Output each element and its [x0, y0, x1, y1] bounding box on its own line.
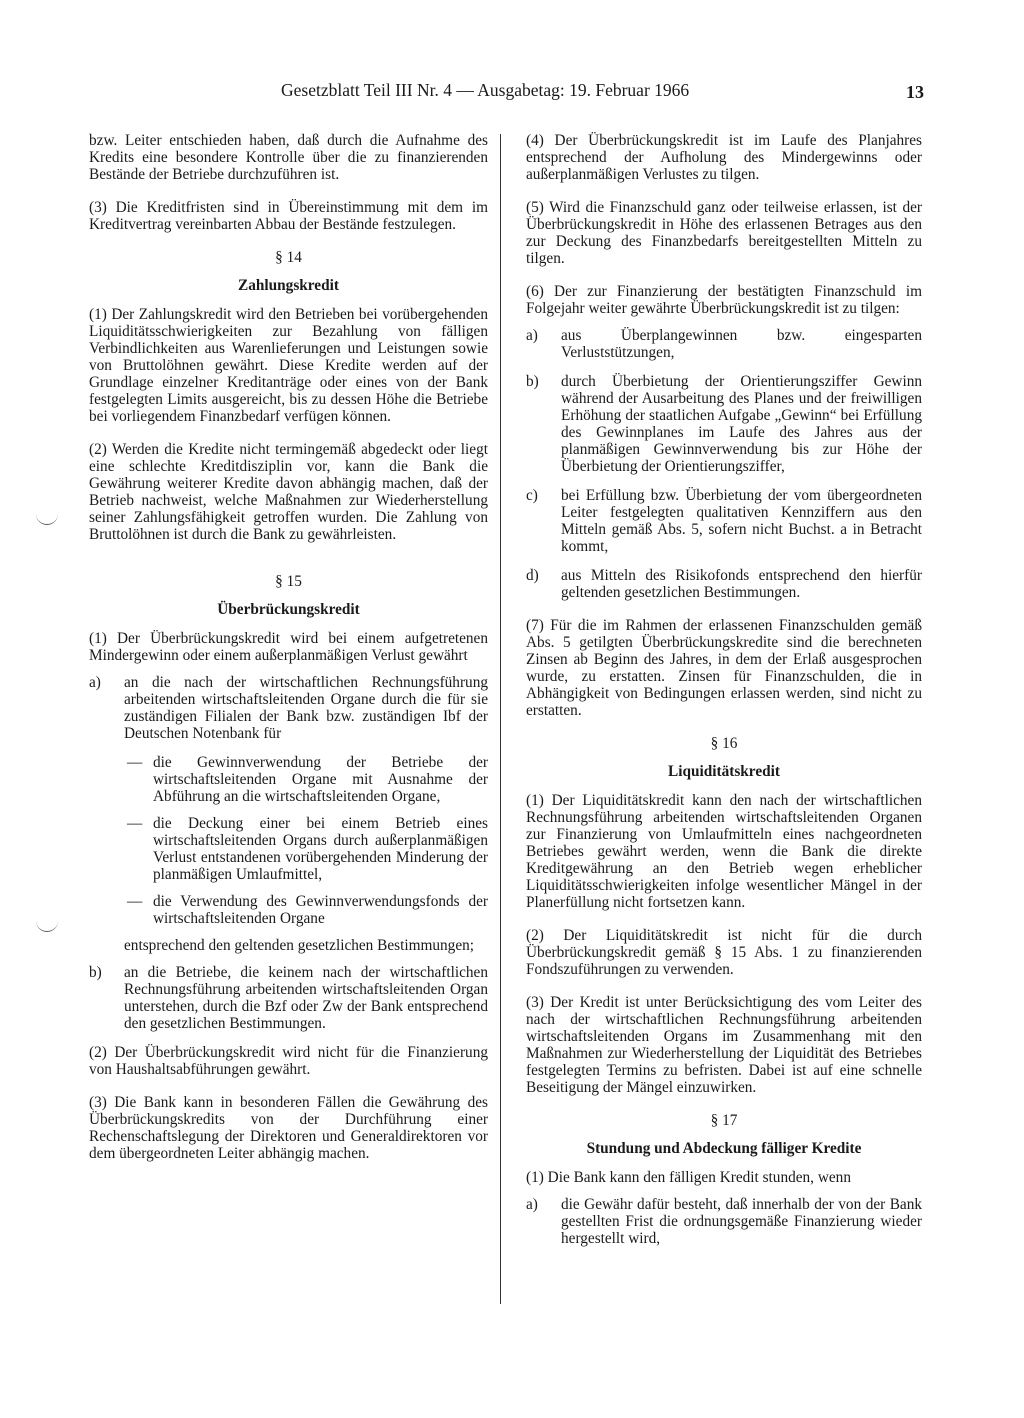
- paragraph: (7) Für die im Rahmen der erlassenen Finanzschulden gemäß Abs. 5 getilgten Überbrückungskredite sind die berechneten Zinsen ab Beginn des Jahres, in dem der Erlaß ausgesprochen wurde, zu erstatten. Zinsen für Finanzschulden, die in Abhängigkeit von Bedingungen erlassen werden, sind nicht zu erstatten.: [526, 617, 922, 719]
- paragraph: (1) Die Bank kann den fälligen Kredit stunden, wenn: [526, 1169, 851, 1186]
- list-item-text: die Gewähr dafür besteht, daß innerhalb der von der Bank gestellten Frist die ordnungsgemäße Finanzierung wieder hergestellt wird,: [561, 1196, 922, 1247]
- dash-item: [89, 893, 488, 927]
- paragraph: (6) Der zur Finanzierung der bestätigten Finanzschuld im Folgejahr weiter gewährte Überbrückungskredit ist zu tilgen:: [526, 283, 922, 317]
- list-marker: b): [526, 373, 539, 390]
- right-column: [526, 132, 922, 1259]
- list-item: [526, 567, 922, 601]
- paragraph: (1) Der Überbrückungskredit wird bei einem aufgetretenen Mindergewinn oder einem außerplanmäßigen Verlust gewährt: [89, 630, 488, 664]
- section-title: Stundung und Abdeckung fälliger Kredite: [586, 1140, 862, 1157]
- margin-mark: [36, 921, 58, 932]
- dash-marker: —: [127, 893, 143, 910]
- dash-item: [89, 815, 488, 883]
- list-item-text: an die Betriebe, die keinem nach der wirtschaftlichen Rechnungsführung arbeitenden wirtschaftsleitenden Organ unterstehen, durch die Bzf oder Zw der Bank entsprechend den gesetzlichen Bestimmungen.: [124, 964, 488, 1032]
- list-item-text: aus Überplangewinnen bzw. eingesparten Verluststützungen,: [561, 327, 922, 361]
- section-number: § 14: [275, 249, 302, 266]
- paragraph: (3) Die Kreditfristen sind in Übereinstimmung mit dem im Kreditvertrag vereinbarten Abbau der Bestände festzulegen.: [89, 199, 488, 233]
- list-item-text: an die nach der wirtschaftlichen Rechnungsführung arbeitenden wirtschaftsleitenden Organe durch die für sie zuständigen Filialen der Bank bzw. zuständigen Ibf der Deutschen Notenbank für: [124, 674, 488, 742]
- column-divider: [500, 134, 501, 1304]
- list-marker: a): [526, 327, 538, 344]
- paragraph: (5) Wird die Finanzschuld ganz oder teilweise erlassen, ist der Überbrückungskredit in Höhe des erlassenen Betrages aus den zur Deckung des Finanzbedarfs bereitgestellten Mitteln zu tilgen.: [526, 199, 922, 267]
- section-number: § 15: [275, 573, 302, 590]
- page-number: 13: [906, 82, 924, 102]
- list-item: [89, 674, 488, 742]
- list-item: [526, 1196, 922, 1247]
- list-item: [526, 487, 922, 555]
- list-item: [526, 373, 922, 475]
- list-item: [89, 964, 488, 1032]
- paragraph: (2) Der Liquiditätskredit ist nicht für die durch Überbrückungskredit gemäß § 15 Abs. 1 zu finanzierenden Fondszuführungen zu verwenden.: [526, 927, 922, 978]
- paragraph: bzw. Leiter entschieden haben, daß durch die Aufnahme des Kredits eine besondere Kontrolle über die zu finanzierenden Bestände der Betriebe durchzuführen ist.: [89, 132, 488, 183]
- list-item-text: bei Erfüllung bzw. Überbietung der vom übergeordneten Leiter festgelegten qualitativen Kennziffern aus den Mitteln gemäß Abs. 5, sofern nicht Buchst. a in Betracht kommt,: [561, 487, 922, 555]
- list-item-text: aus Mitteln des Risikofonds entsprechend den hierfür geltenden gesetzlichen Bestimmungen.: [561, 567, 922, 601]
- section-title: Zahlungskredit: [238, 277, 339, 294]
- margin-mark: [36, 514, 58, 525]
- list-item-continuation: entsprechend den geltenden gesetzlichen Bestimmungen;: [124, 937, 475, 954]
- list-item: [526, 327, 922, 361]
- paragraph: (3) Der Kredit ist unter Berücksichtigung des vom Leiter des nach der wirtschaftlichen Rechnungsführung arbeitenden wirtschaftsleitenden Organs im Zusammenhang mit den Maßnahmen zur Wiederherstellung der Liquidität des Betriebes festgelegten Termins zu befristen. Dabei ist auf eine schnelle Beseitigung der Mängel einzuwirken.: [526, 994, 922, 1096]
- dash-marker: —: [127, 815, 143, 832]
- paragraph: (4) Der Überbrückungskredit ist im Laufe des Planjahres entsprechend der Aufholung des Mindergewinns oder außerplanmäßigen Verlustes zu tilgen.: [526, 132, 922, 183]
- list-marker: b): [89, 964, 102, 981]
- list-marker: a): [526, 1196, 538, 1213]
- left-column: [89, 132, 488, 1178]
- header-title: Gesetzblatt Teil III Nr. 4 — Ausgabetag: 19. Februar 1966: [281, 80, 690, 100]
- paragraph: (1) Der Liquiditätskredit kann den nach der wirtschaftlichen Rechnungsführung arbeitenden wirtschaftsleitenden Organen zur Finanzierung von Umlaufmitteln eines nachgeordneten Betriebes gewährt werden, wenn die Bank die direkte Kreditgewährung an den Betrieb wegen erheblicher Liquiditätsschwierigkeiten infolge wesentlicher Mängel in der Planerfüllung nicht fortsetzen kann.: [526, 792, 922, 911]
- dash-item-text: die Verwendung des Gewinnverwendungsfonds der wirtschaftsleitenden Organe: [153, 893, 488, 927]
- list-marker: d): [526, 567, 539, 584]
- section-title: Überbrückungskredit: [217, 601, 360, 618]
- section-number: § 16: [710, 735, 738, 752]
- dash-item-text: die Gewinnverwendung der Betriebe der wirtschaftsleitenden Organe mit Ausnahme der Abführung an die wirtschaftsleitenden Organe,: [153, 754, 488, 805]
- section-title: Liquiditätskredit: [668, 763, 780, 780]
- dash-marker: —: [127, 754, 143, 771]
- section-number: § 17: [710, 1112, 738, 1129]
- dash-item: [89, 754, 488, 805]
- paragraph: (2) Werden die Kredite nicht termingemäß abgedeckt oder liegt eine schlechte Kreditdisziplin vor, kann die Bank die Gewährung weiterer Kredite davon abhängig machen, daß der Betrieb nachweist, welche Maßnahmen zur Wiederherstellung seiner Zahlungsfähigkeit getroffen wurden. Die Zahlung von Bruttolöhnen ist durch die Bank zu gewährleisten.: [89, 441, 488, 543]
- paragraph: (3) Die Bank kann in besonderen Fällen die Gewährung des Überbrückungskredits von der Durchführung einer Rechenschaftslegung der Direktoren und Generaldirektoren vor dem übergeordneten Leiter abhängig machen.: [89, 1094, 488, 1162]
- list-marker: a): [89, 674, 101, 691]
- paragraph: (1) Der Zahlungskredit wird den Betrieben bei vorübergehenden Liquiditätsschwierigkeiten zur Bezahlung von fälligen Verbindlichkeiten aus Warenlieferungen und Leistungen sowie von Bruttolöhnen gewährt. Diese Kredite werden auf der Grundlage einzelner Kreditanträge oder eines von der Bank festgelegten Limits ausgereicht, bis zu dessen Höhe die Betriebe bei vorliegendem Finanzbedarf verfügen können.: [89, 306, 488, 425]
- dash-item-text: die Deckung einer bei einem Betrieb eines wirtschaftsleitenden Organs durch außerplanmäßigen Verlust entstandenen vorübergehenden Minderung der planmäßigen Umlaufmittel,: [153, 815, 488, 883]
- page-header: [0, 80, 1024, 110]
- paragraph: (2) Der Überbrückungskredit wird nicht für die Finanzierung von Haushaltsabführungen gewährt.: [89, 1044, 488, 1078]
- list-marker: c): [526, 487, 538, 504]
- list-item-text: durch Überbietung der Orientierungsziffer Gewinn während der Ausarbeitung des Planes und der freiwilligen Erhöhung der staatlichen Aufgabe „Gewinn“ bei Erfüllung des Gewinnplanes im Laufe des Jahres aus der planmäßigen Gewinnverwendung bis zur Höhe der Überbietung der Orientierungsziffer,: [561, 373, 922, 475]
